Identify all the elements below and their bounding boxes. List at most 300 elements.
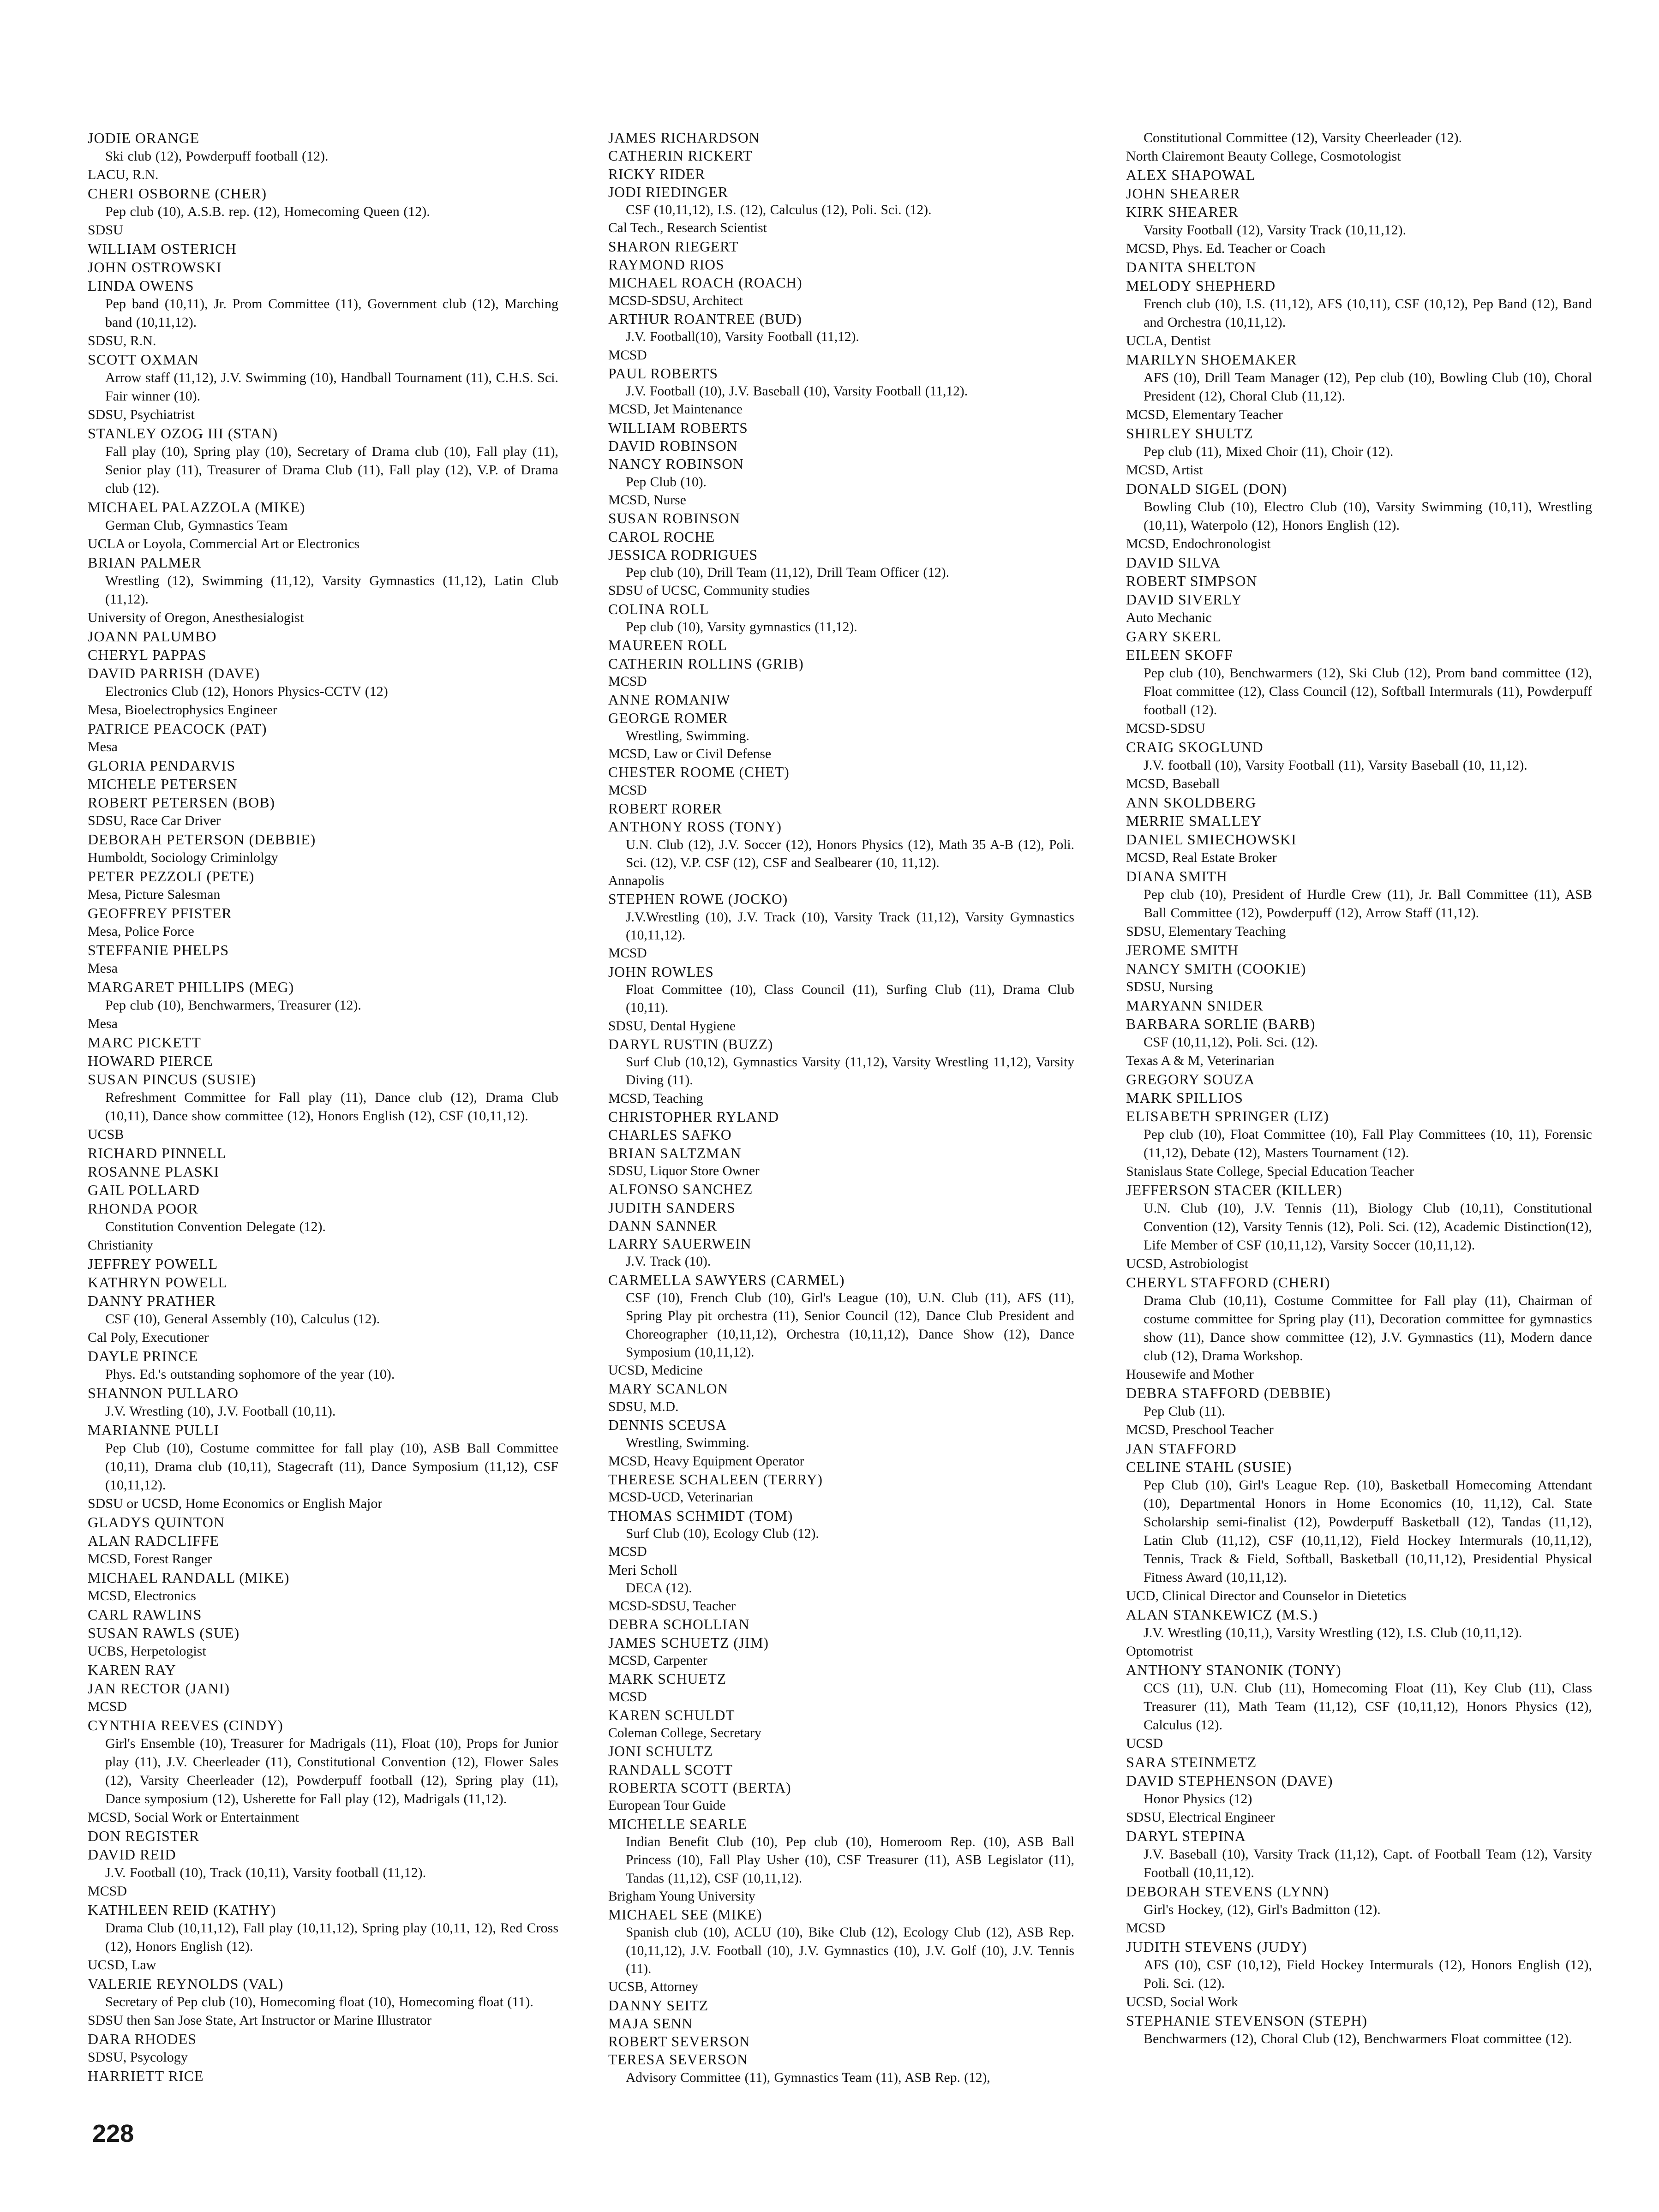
student-name: MARIANNE PULLI <box>88 1422 220 1438</box>
student-name: SCOTT OXMAN <box>88 351 199 368</box>
student-name: DARA RHODES <box>88 2031 197 2047</box>
student-name: GREGORY SOUZA <box>1126 1071 1255 1088</box>
student-name: DEBORAH STEVENS (LYNN) <box>1126 1883 1330 1900</box>
student-future-plans: SDSU of UCSC, Community studies <box>608 583 810 598</box>
student-name: DIANA SMITH <box>1126 868 1228 885</box>
student-name: VALERIE REYNOLDS (VAL) <box>88 1975 284 1992</box>
student-entry <box>1126 1753 1592 1771</box>
student-activities: J.V. football (10), Varsity Football (11), Varsity Baseball (10, 11,12). <box>1144 758 1527 773</box>
student-entry <box>88 719 558 756</box>
student-entry <box>1126 1439 1592 1458</box>
student-name: ROBERT PETERSEN (BOB) <box>88 794 276 811</box>
student-name: SARA STEINMETZ <box>1126 1754 1257 1770</box>
student-entry <box>1126 996 1592 1015</box>
student-name: CHARLES SAFKO <box>608 1127 732 1143</box>
student-entry <box>1126 2011 1592 2048</box>
student-future-plans: SDSU, R.N. <box>88 333 156 348</box>
student-entry <box>88 1181 558 1199</box>
student-name: ELISABETH SPRINGER (LIZ) <box>1126 1108 1329 1124</box>
student-name: BRIAN SALTZMAN <box>608 1145 742 1161</box>
student-entry <box>88 1070 558 1144</box>
student-name: DAYLE PRINCE <box>88 1348 198 1364</box>
student-activities: CSF (10,11,12), I.S. (12), Calculus (12), Poli. Sci. (12). <box>626 203 932 218</box>
student-entry <box>88 978 558 1033</box>
student-entry <box>608 183 1074 238</box>
student-entry <box>1126 812 1592 830</box>
student-name: RICKY RIDER <box>608 166 706 182</box>
student-activities: Pep Club (11). <box>1144 1404 1225 1419</box>
student-entry <box>88 1347 558 1384</box>
student-future-plans: Mesa <box>88 961 118 976</box>
student-entry <box>608 1815 1074 1906</box>
student-activities: Drama Club (10,11,12), Fall play (10,11,12), Spring play (10,11, 12), Red Cross (12), Honors English (12). <box>105 1920 558 1954</box>
student-future-plans: MCSD <box>1126 1920 1166 1936</box>
student-name: CHERI OSBORNE (CHER) <box>88 185 267 202</box>
student-entry <box>1126 1088 1592 1107</box>
student-activities: Ski club (12), Powderpuff football (12). <box>105 149 329 164</box>
student-future-plans: UCSB <box>88 1127 124 1142</box>
student-entry <box>88 1568 558 1605</box>
student-entry <box>608 1144 1074 1181</box>
student-entry <box>608 1706 1074 1743</box>
student-entry <box>1126 479 1592 553</box>
student-future-plans: MCSD, Baseball <box>1126 776 1220 791</box>
student-activities: AFS (10), Drill Team Manager (12), Pep club (10), Bowling Club (10), Choral President (12), Choral Club (11,12). <box>1144 370 1592 404</box>
student-name: MARK SPILLIOS <box>1126 1089 1243 1106</box>
student-name: JUDITH SANDERS <box>608 1199 736 1216</box>
student-name: PETER PEZZOLI (PETE) <box>88 868 255 885</box>
student-entry <box>1126 793 1592 812</box>
student-name: JESSICA RODRIGUES <box>608 546 758 563</box>
student-activities: Pep club (11), Mixed Choir (11), Choir (12). <box>1144 444 1394 459</box>
student-entry <box>88 424 558 498</box>
student-name: ROBERTA SCOTT (BERTA) <box>608 1780 791 1796</box>
student-activities: Wrestling (12), Swimming (11,12), Varsity Gymnastics (11,12), Latin Club (11,12). <box>105 573 558 607</box>
student-activities: Secretary of Pep club (10), Homecoming float (10), Homecoming float (11). <box>105 1994 533 2009</box>
student-activities: Pep club (10), Drill Team (11,12), Drill Team Officer (12). <box>626 565 949 580</box>
student-future-plans: MCSD, Carpenter <box>608 1653 707 1668</box>
student-name: MICHAEL SEE (MIKE) <box>608 1907 762 1923</box>
student-name: RHONDA POOR <box>88 1200 198 1217</box>
student-name: ANTHONY ROSS (TONY) <box>608 819 782 835</box>
student-entry <box>608 2033 1074 2051</box>
student-entry <box>1126 590 1592 627</box>
student-future-plans: UCBS, Herpetologist <box>88 1644 206 1659</box>
student-name: DANNY PRATHER <box>88 1292 216 1309</box>
student-future-plans: MCSD <box>608 674 647 689</box>
student-name: STEPHANIE STEVENSON (STEPH) <box>1126 2012 1367 2029</box>
column-2 <box>608 129 1074 2087</box>
student-name: DEBORAH PETERSON (DEBBIE) <box>88 831 316 848</box>
student-entry <box>88 1605 558 1624</box>
student-entry <box>88 1273 558 1291</box>
student-entry <box>1126 941 1592 959</box>
student-name: JONI SCHULTZ <box>608 1743 713 1760</box>
student-entry <box>608 2015 1074 2033</box>
student-entry <box>88 1162 558 1181</box>
student-name: ANNE ROMANIW <box>608 692 731 708</box>
student-name: CAROL ROCHE <box>608 528 715 545</box>
student-entry <box>608 691 1074 709</box>
student-activities: Wrestling, Swimming. <box>626 728 749 743</box>
student-entry <box>1126 830 1592 867</box>
student-entry <box>88 1199 558 1255</box>
student-entry <box>608 1507 1074 1561</box>
student-name: LARRY SAUERWEIN <box>608 1236 752 1252</box>
student-entry <box>88 1624 558 1661</box>
student-name: MAUREEN ROLL <box>608 637 727 654</box>
student-activities: CCS (11), U.N. Club (11), Homecoming Float (11), Key Club (11), Class Treasurer (11), Math Team (11,12), CSF (10,11,12), Honors Physics (12), Calculus (12). <box>1144 1680 1592 1733</box>
student-activities: Float Committee (10), Class Council (11), Surfing Club (11), Drama Club (10,11). <box>626 982 1074 1016</box>
student-entry <box>1126 1384 1592 1439</box>
student-future-plans: Mesa <box>88 739 118 754</box>
student-name: DAVID ROBINSON <box>608 438 738 454</box>
student-name: JAN STAFFORD <box>1126 1440 1237 1457</box>
student-future-plans: MCSD, Endochronologist <box>1126 536 1271 551</box>
student-entry <box>1126 1015 1592 1070</box>
student-activities: Pep club (10), Varsity gymnastics (11,12). <box>626 620 857 635</box>
student-name: RAYMOND RIOS <box>608 257 725 273</box>
student-entry <box>608 2051 1074 2087</box>
student-activities: Surf Club (10,12), Gymnastics Varsity (11,12), Varsity Wrestling 11,12), Varsity Diving (11). <box>626 1055 1074 1088</box>
student-entry <box>88 1052 558 1070</box>
student-entry <box>608 1561 1074 1615</box>
student-activities: Varsity Football (12), Varsity Track (10,11,12). <box>1144 222 1407 238</box>
student-future-plans: SDSU, Dental Hygiene <box>608 1018 736 1034</box>
student-name: GEOFFREY PFISTER <box>88 905 232 921</box>
student-name: HARRIETT RICE <box>88 2068 204 2084</box>
student-activities: Pep Club (10), Costume committee for fall play (10), ASB Ball Committee (10,11), Drama club (10,11), Stagecraft (11), Dance Symposium (11,12), CSF (10,11,12). <box>105 1441 558 1493</box>
student-entry <box>88 867 558 904</box>
student-name: PAUL ROBERTS <box>608 365 718 382</box>
student-activities: German Club, Gymnastics Team <box>105 518 288 533</box>
student-entry <box>88 2030 558 2067</box>
student-name: JAMES SCHUETZ (JIM) <box>608 1634 769 1651</box>
student-entry <box>1126 1070 1592 1088</box>
student-entry <box>608 528 1074 546</box>
student-name: CATHERIN RICKERT <box>608 148 753 164</box>
student-future-plans: Stanislaus State College, Special Education Teacher <box>1126 1164 1414 1179</box>
student-name: GLADYS QUINTON <box>88 1514 225 1530</box>
student-entry <box>1126 646 1592 738</box>
student-name: PATRICE PEACOCK (PAT) <box>88 720 267 737</box>
student-entry <box>608 655 1074 691</box>
student-entry <box>88 258 558 276</box>
student-name: MICHAEL RANDALL (MIKE) <box>88 1569 290 1586</box>
student-entry <box>88 1827 558 1845</box>
student-future-plans: Mesa, Police Force <box>88 924 194 939</box>
student-name: RANDALL SCOTT <box>608 1761 733 1778</box>
student-entry <box>608 129 1074 147</box>
student-activities: Arrow staff (11,12), J.V. Swimming (10), Handball Tournament (11), C.H.S. Sci. Fair winner (10). <box>105 370 558 404</box>
student-activities: Benchwarmers (12), Choral Club (12), Benchwarmers Float committee (12). <box>1144 2031 1572 2046</box>
student-future-plans: Christianity <box>88 1238 153 1253</box>
student-name: ANTHONY STANONIK (TONY) <box>1126 1662 1342 1678</box>
student-entry <box>608 274 1074 310</box>
student-entry <box>608 1271 1074 1380</box>
student-future-plans: Humboldt, Sociology Criminlolgy <box>88 850 278 865</box>
student-activities: Girl's Ensemble (10), Treasurer for Madrigals (11), Float (10), Props for Junior play (11), J.V. Cheerleader (11), Constitutional Convention (12), Flower Sales (12), Varsity Cheerleader (12), Powderpuff football (12), Spring play (11), Dance symposium (12), Usherette for Fall play (12), Madrigals (11,12). <box>105 1736 558 1806</box>
student-name: KIRK SHEARER <box>1126 203 1239 220</box>
student-name: BARBARA SORLIE (BARB) <box>1126 1016 1316 1032</box>
page-number: 228 <box>92 2120 134 2147</box>
student-activities: Pep club (10), President of Hurdle Crew (11), Jr. Ball Committee (11), ASB Ball Committee (12), Powderpuff (12), Arrow Staff (11,12). <box>1144 887 1592 921</box>
student-entry <box>608 1035 1074 1108</box>
student-future-plans: Auto Mechanic <box>1126 610 1212 625</box>
student-future-plans: SDSU then San Jose State, Art Instructor or Marine Illustrator <box>88 2013 431 2028</box>
student-future-plans: SDSU, Elementary Teaching <box>1126 924 1286 939</box>
student-name: MARK SCHUETZ <box>608 1671 727 1687</box>
student-name: TERESA SEVERSON <box>608 2051 748 2068</box>
student-entry <box>608 1235 1074 1271</box>
student-entry <box>1126 572 1592 590</box>
student-name: CELINE STAHL (SUSIE) <box>1126 1459 1292 1475</box>
student-activities: J.V. Football (10), Track (10,11), Varsity football (11,12). <box>105 1865 426 1880</box>
student-entry <box>88 1144 558 1162</box>
student-name: CARL RAWLINS <box>88 1606 202 1623</box>
student-future-plans: SDSU, Psychiatrist <box>88 407 195 422</box>
student-future-plans: UCSB, Attorney <box>608 1979 699 1995</box>
student-activities: Electronics Club (12), Honors Physics-CCTV (12) <box>105 684 388 699</box>
student-entry <box>608 165 1074 183</box>
student-future-plans: MCSD, Heavy Equipment Operator <box>608 1453 804 1469</box>
student-activities: J.V. Track (10). <box>626 1254 711 1269</box>
student-future-plans: MCSD <box>608 1544 647 1560</box>
student-entry <box>1126 1937 1592 2011</box>
student-entry <box>608 1997 1074 2015</box>
student-entry <box>88 553 558 627</box>
student-name: MICHELE PETERSEN <box>88 776 238 792</box>
student-name: KAREN SCHULDT <box>608 1707 735 1723</box>
student-entry <box>1126 738 1592 793</box>
student-entry <box>608 1761 1074 1779</box>
student-activities: Refreshment Committee for Fall play (11), Dance club (12), Drama Club (10,11), Dance show committee (12), Honors English (12), CSF (10,11,12). <box>105 1090 558 1124</box>
student-name: DEBRA STAFFORD (DEBBIE) <box>1126 1385 1331 1401</box>
student-name: JEFFERSON STACER (KILLER) <box>1126 1182 1342 1198</box>
student-entry <box>608 600 1074 637</box>
student-entry <box>88 2067 558 2085</box>
student-future-plans: MCSD, Jet Maintenance <box>608 402 743 417</box>
student-entry <box>608 365 1074 419</box>
student-future-plans: MCSD <box>608 783 647 798</box>
student-entry <box>88 1033 558 1052</box>
student-entry <box>1126 1882 1592 1937</box>
student-entry <box>88 904 558 941</box>
student-entry <box>608 238 1074 256</box>
student-future-plans: MCSD-SDSU <box>1126 721 1205 736</box>
student-name: JAN RECTOR (JANI) <box>88 1680 230 1697</box>
student-entry <box>88 498 558 553</box>
student-entry <box>608 1670 1074 1706</box>
student-entry <box>608 256 1074 274</box>
student-future-plans: SDSU, Nursing <box>1126 979 1213 994</box>
student-name: WILLIAM ROBERTS <box>608 419 748 436</box>
student-name: MICHAEL PALAZZOLA (MIKE) <box>88 499 305 515</box>
student-name: CHERYL PAPPAS <box>88 646 207 663</box>
student-entry <box>608 763 1074 800</box>
student-name: ROBERT RORER <box>608 800 722 817</box>
student-future-plans: Housewife and Mother <box>1126 1367 1254 1382</box>
student-activities: CSF (10), General Assembly (10), Calculus (12). <box>105 1311 380 1327</box>
student-entry <box>608 455 1074 509</box>
student-activities: Spanish club (10), ACLU (10), Bike Club (12), Ecology Club (12), ASB Rep. (10,11,12), J.V. Football (10), J.V. Gymnastics (10), J.V. Golf (10), J.V. Tennis (11). <box>626 1925 1074 1976</box>
student-activities: J.V. Wrestling (10), J.V. Football (10,11). <box>105 1404 336 1419</box>
student-name: MICHELLE SEARLE <box>608 1816 748 1832</box>
student-activities: Advisory Committee (11), Gymnastics Team (11), ASB Rep. (12), <box>626 2070 990 2085</box>
student-entry <box>88 1513 558 1531</box>
student-future-plans: UCSD, Social Work <box>1126 1994 1238 2009</box>
student-entry <box>1126 553 1592 572</box>
student-activities: Constitution Convention Delegate (12). <box>105 1219 326 1234</box>
student-name: ARTHUR ROANTREE (BUD) <box>608 311 802 327</box>
student-future-plans: SDSU, Psycology <box>88 2050 188 2065</box>
student-entry <box>608 800 1074 818</box>
student-future-plans: MCSD <box>88 1883 127 1899</box>
student-future-plans: MCSD <box>88 1699 127 1714</box>
student-future-plans: MCSD <box>608 946 647 961</box>
student-name: JODI RIEDINGER <box>608 184 728 200</box>
student-name: GAIL POLLARD <box>88 1182 200 1198</box>
student-name: MARC PICKETT <box>88 1034 201 1051</box>
student-name: THERESE SCHALEEN (TERRY) <box>608 1471 823 1488</box>
student-entry <box>88 129 558 184</box>
student-future-plans: MCSD, Preschool Teacher <box>1126 1422 1274 1437</box>
student-name: CRAIG SKOGLUND <box>1126 739 1264 755</box>
student-entry <box>1126 1273 1592 1384</box>
student-name: ROBERT SIMPSON <box>1126 573 1258 589</box>
student-activities: J.V. Football (10), J.V. Baseball (10), Varsity Football (11,12). <box>626 384 968 399</box>
student-future-plans: Optomotrist <box>1126 1644 1193 1659</box>
student-activities: Pep club (10), A.S.B. rep. (12), Homecoming Queen (12). <box>105 204 430 219</box>
student-future-plans: University of Oregon, Anesthesialogist <box>88 610 304 625</box>
student-name: ALEX SHAPOWAL <box>1126 167 1256 183</box>
student-activities: J.V. Football(10), Varsity Football (11,12). <box>626 329 859 345</box>
student-name: COLINA ROLL <box>608 601 709 617</box>
student-future-plans: MCSD, Electronics <box>88 1588 196 1603</box>
student-entry <box>608 1779 1074 1815</box>
student-name: JOHN OSTROWSKI <box>88 259 222 275</box>
student-future-plans: Cal Poly, Executioner <box>88 1330 209 1345</box>
student-name: MAJA SENN <box>608 2015 693 2032</box>
student-entry <box>608 1126 1074 1144</box>
student-activities: U.N. Club (10), J.V. Tennis (11), Biology Club (10,11), Constitutional Convention (12), Varsity Tennis (12), Poli. Sci. (12), Academic Distinction(12), Life Member of CSF (10,11,12), Varsity Soccer (10,11,12). <box>1144 1201 1592 1253</box>
student-entry <box>88 1661 558 1679</box>
student-entry <box>1126 627 1592 646</box>
student-name: ALAN RADCLIFFE <box>88 1532 220 1549</box>
student-entry <box>608 1217 1074 1235</box>
student-name: DONALD SIGEL (DON) <box>1126 480 1288 497</box>
student-name: DAVID STEPHENSON (DAVE) <box>1126 1772 1333 1789</box>
student-activities: Wrestling, Swimming. <box>626 1435 749 1451</box>
student-entry <box>608 1180 1074 1198</box>
student-activities: CSF (10,11,12), Poli. Sci. (12). <box>1144 1034 1318 1050</box>
student-entry <box>608 419 1074 437</box>
student-name: DANITA SHELTON <box>1126 259 1257 275</box>
student-future-plans: MCSD-UCD, Veterinarian <box>608 1490 754 1505</box>
student-name: MERRIE SMALLEY <box>1126 813 1262 829</box>
student-activities: Girl's Hockey, (12), Girl's Badmitton (12). <box>1144 1902 1381 1917</box>
student-name: ANN SKOLDBERG <box>1126 794 1257 811</box>
student-name: KAREN RAY <box>88 1662 176 1678</box>
student-name: CARMELLA SAWYERS (CARMEL) <box>608 1272 845 1288</box>
student-entry <box>1126 1771 1592 1827</box>
student-future-plans: MCSD, Social Work or Entertainment <box>88 1810 299 1825</box>
student-activities: French club (10), I.S. (11,12), AFS (10,11), CSF (10,12), Pep Band (12), Band and Orchestra (10,11,12). <box>1144 296 1592 330</box>
student-entry <box>88 775 558 793</box>
column-1 <box>88 129 558 2085</box>
student-name: DARYL RUSTIN (BUZZ) <box>608 1036 773 1052</box>
student-name: MELODY SHEPHERD <box>1126 277 1276 294</box>
student-entry <box>88 1716 558 1827</box>
student-future-plans: MCSD, Forest Ranger <box>88 1551 212 1566</box>
student-entry <box>608 1471 1074 1507</box>
student-entry <box>1126 1107 1592 1181</box>
student-entry <box>608 1416 1074 1471</box>
student-activities: Fall play (10), Spring play (10), Secretary of Drama club (10), Fall play (11), Senior play (11), Treasurer of Drama Club (11), Fall play (12), V.P. of Drama club (12). <box>105 444 558 496</box>
student-name: WILLIAM OSTERICH <box>88 240 237 257</box>
student-name: SUSAN ROBINSON <box>608 510 741 527</box>
student-future-plans: MCSD-SDSU, Teacher <box>608 1599 736 1614</box>
student-activities: Drama Club (10,11), Costume Committee for Fall play (11), Chairman of costume committee for Spring play (11), Decoration committee for gymnastics show (11), Dance show committee (12), J.V. Gymnastics (11), Modern dance club (12), Drama Workshop. <box>1144 1293 1592 1363</box>
student-entry <box>88 627 558 646</box>
student-entry <box>88 830 558 867</box>
student-name: Meri Scholl <box>608 1562 677 1578</box>
student-future-plans: Mesa, Bioelectrophysics Engineer <box>88 702 277 717</box>
student-entry <box>608 709 1074 764</box>
student-entry <box>608 1634 1074 1670</box>
student-name: ROBERT SEVERSON <box>608 2033 750 2050</box>
student-name: DAVID SIVERLY <box>1126 591 1242 608</box>
student-name: SHARON RIEGERT <box>608 238 739 255</box>
student-entry <box>1126 276 1592 350</box>
student-activities-continued: Constitutional Committee (12), Varsity Cheerleader (12). <box>1144 130 1462 145</box>
student-entry <box>608 636 1074 654</box>
student-entry <box>1126 1181 1592 1273</box>
student-future-plans: Mesa, Picture Salesman <box>88 887 221 902</box>
student-future-plans: MCSD, Teaching <box>608 1091 703 1106</box>
student-future-plans: Texas A & M, Veterinarian <box>1126 1053 1275 1068</box>
student-activities: AFS (10), CSF (10,12), Field Hockey Intermurals (12), Honors English (12), Poli. Sci. (12). <box>1144 1957 1592 1991</box>
student-entry <box>1126 1827 1592 1882</box>
student-entry <box>1126 203 1592 258</box>
student-activities: Indian Benefit Club (10), Pep club (10), Homeroom Rep. (10), ASB Ball Princess (10), Fall Play Usher (10), CSF Treasurer (11), ASB Legislator (11), Tandas (11,12), CSF (10,11,12). <box>626 1834 1074 1886</box>
student-activities: J.V. Baseball (10), Varsity Track (11,12), Capt. of Football Team (12), Varsity Football (10,11,12). <box>1144 1847 1592 1880</box>
student-name: THOMAS SCHMIDT (TOM) <box>608 1507 793 1524</box>
student-name: NANCY SMITH (COOKIE) <box>1126 960 1306 977</box>
student-future-plans: UCSD, Law <box>88 1957 156 1973</box>
student-activities: Surf Club (10), Ecology Club (12). <box>626 1526 819 1541</box>
student-future-plans: UCSD, Astrobiologist <box>1126 1256 1249 1271</box>
student-entry <box>608 1199 1074 1217</box>
student-entry <box>608 1380 1074 1416</box>
student-entry <box>1126 1605 1592 1661</box>
student-future-plans: UCSD <box>1126 1736 1163 1751</box>
student-future-plans: SDSU, Electrical Engineer <box>1126 1810 1275 1825</box>
student-name: CYNTHIA REEVES (CINDY) <box>88 1717 283 1734</box>
student-name: ALAN STANKEWICZ (M.S.) <box>1126 1606 1318 1623</box>
student-name: CATHERIN ROLLINS (GRIB) <box>608 655 804 672</box>
student-future-plans: SDSU or UCSD, Home Economics or English Major <box>88 1496 383 1511</box>
student-future-plans: SDSU <box>88 222 123 238</box>
student-activities: Bowling Club (10), Electro Club (10), Varsity Swimming (10,11), Wrestling (10,11), Waterpolo (12), Honors English (12). <box>1144 499 1592 533</box>
student-name: SHIRLEY SHULTZ <box>1126 425 1253 442</box>
student-activities: Pep club (10), Benchwarmers, Treasurer (12). <box>105 998 361 1013</box>
student-future-plans: MCSD, Elementary Teacher <box>1126 407 1283 422</box>
student-activities: Pep club (10), Float Committee (10), Fall Play Committees (10, 11), Forensic (11,12), Debate (12), Masters Tournament (12). <box>1144 1127 1592 1160</box>
student-entry <box>88 1421 558 1513</box>
student-future-plans: MCSD, Real Estate Broker <box>1126 850 1277 865</box>
student-future-plans: European Tour Guide <box>608 1798 726 1813</box>
